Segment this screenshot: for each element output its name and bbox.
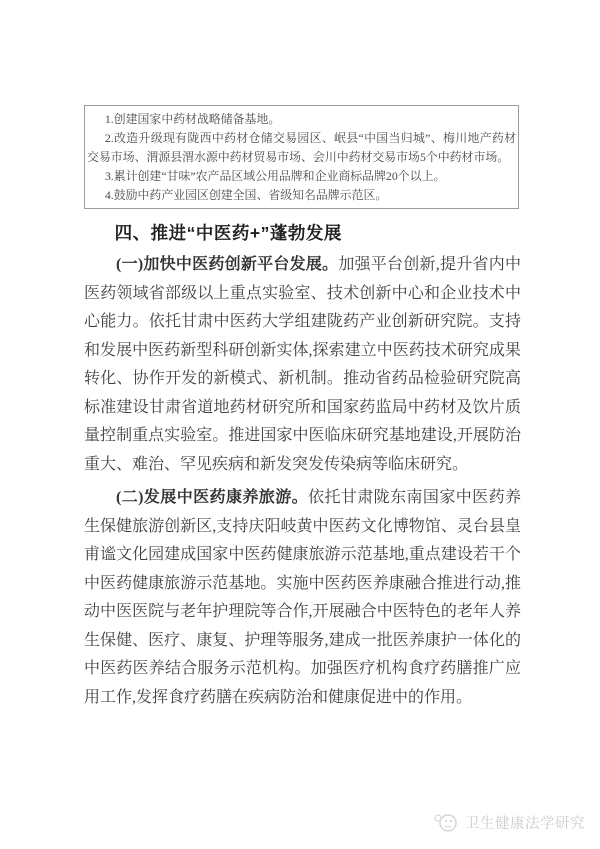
paragraph-lead: (一)加快中医药创新平台发展。 — [116, 256, 339, 273]
paragraph-lead: (二)发展中医药康养旅游。 — [116, 489, 309, 506]
notice-item-1: 1.创建国家中药材战略储备基地。 — [104, 112, 281, 126]
publisher-logo-icon — [433, 812, 460, 833]
notice-item-2: 2.改造升级现有陇西中药材仓储交易园区、岷县“中国当归城”、梅川地产药材交易市场、渭源县渭水源中药材贸易市场、会川中药材交易市场5个中药材市场。 — [87, 131, 516, 164]
notice-item-3: 3.累计创建“甘味”农产品区域公用品牌和企业商标品牌20个以上。 — [104, 169, 446, 183]
paragraph-body: 依托甘肃陇东南国家中医药养生保健旅游创新区,支持庆阳岐黄中医药文化博物馆、灵台县皇甫谧文化园建成国家中医药健康旅游示范基地,重点建设若干个中医药健康旅游示范基地。实施中医药医养康融合推进行动,推动中医医院与老年护理院等合作,开展融合中医特色的老年人养生保健、医疗、康复、护理等服务,建成一批医养康护一体化的中医药医养结合服务示范机构。加强医疗机构食疗药膳推广应用工作,发挥食疗药膳在疾病防治和健康促进中的作用。 — [84, 489, 521, 706]
document-content — [84, 105, 521, 712]
section-heading: 四、推进“中医药+”蓬勃发展 — [114, 223, 342, 243]
notice-item-4: 4.鼓励中药产业园区创建全国、省级知名品牌示范区。 — [104, 188, 388, 202]
notice-box — [84, 105, 519, 209]
paragraph-innovation-platform — [84, 251, 521, 479]
watermark-text: 卫生健康法学研究 — [465, 816, 585, 832]
paragraph-body: 加强平台创新,提升省内中医药领域省部级以上重点实验室、技术创新中心和企业技术中心能力。依托甘肃中医药大学组建陇药产业创新研究院。支持和发展中医药新型科研创新实体,探索建立中医药技术研究成果转化、协作开发的新模式、新机制。推动省药品检验研究院高标准建设甘肃省道地药材研究所和国家药监局中药材及饮片质量控制重点实验室。推进国家中医临床研究基地建设,开展防治重大、难治、罕见疾病和新发突发传染病等临床研究。 — [84, 256, 521, 473]
paragraph-health-tourism — [84, 484, 521, 712]
publisher-watermark — [433, 812, 585, 833]
